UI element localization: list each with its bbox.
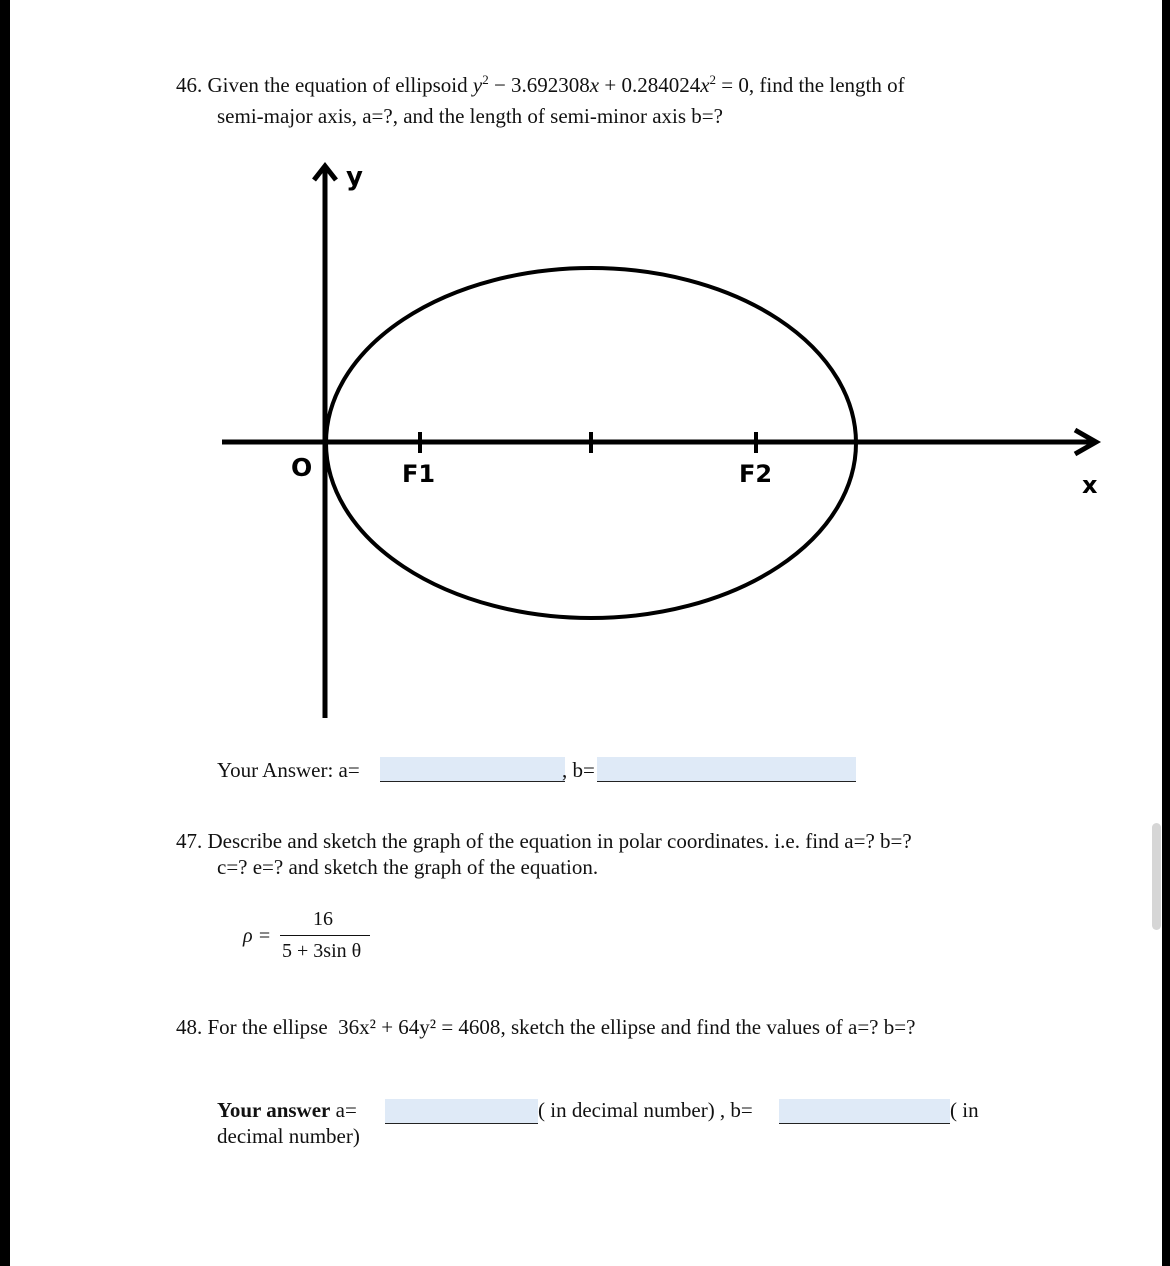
q48-answer-bold: Your answer <box>217 1098 331 1122</box>
q47-numerator: 16 <box>313 908 333 930</box>
q48-equation: 36x² + 64y² = 4608 <box>338 1015 501 1039</box>
y-axis-label: y <box>346 162 363 192</box>
q47-rho: ρ = <box>243 925 272 947</box>
q48-answer-a-label: a= <box>330 1098 357 1122</box>
q46-intro: Given the equation of ellipsoid <box>207 73 468 97</box>
q46-line2: semi-major axis, a=?, and the length of semi-minor axis b=? <box>217 104 723 128</box>
q47-denominator: 5 + 3sin θ <box>282 940 362 962</box>
q46-answer-a-field[interactable] <box>380 757 565 782</box>
q46-answer-b-label: , b= <box>562 758 595 782</box>
q48-intro: For the ellipse <box>207 1015 328 1039</box>
focus1-label: F1 <box>402 460 436 488</box>
q48-answer-b-field[interactable] <box>779 1099 950 1124</box>
q46-answer-label: Your Answer: a= <box>217 758 360 782</box>
x-axis-label: x <box>1082 471 1098 499</box>
q48-answer-end: ( in <box>950 1098 979 1122</box>
q48-tail: , sketch the ellipse and find the values of a=? b=? <box>500 1015 916 1039</box>
q46-equation: $y^2 - 3.692308x + 0.284024x^2 = 0$ <box>472 72 749 97</box>
q48-answer-a-field[interactable] <box>385 1099 538 1124</box>
origin-label: O <box>291 453 313 482</box>
q47-line1 <box>176 827 912 855</box>
focus2-label: F2 <box>739 460 773 488</box>
q47-fraction-bar <box>280 935 370 936</box>
q48-answer-line2: decimal number) <box>217 1124 360 1148</box>
q48-answer-line1 <box>217 1096 357 1124</box>
q47-line2: c=? e=? and sketch the graph of the equation. <box>217 855 599 879</box>
q48-number: 48. <box>176 1015 203 1039</box>
q47-number: 47. <box>176 829 203 853</box>
q47-text: Describe and sketch the graph of the equation in polar coordinates. i.e. find a=? b=? <box>207 829 912 853</box>
q46-number: 46. <box>176 73 203 97</box>
q46-tail: , find the length of <box>748 73 905 97</box>
q48-line1 <box>176 1013 915 1041</box>
scrollbar-thumb[interactable] <box>1152 823 1161 930</box>
q48-answer-mid: ( in decimal number) , b= <box>538 1098 753 1122</box>
q46-answer-b-field[interactable] <box>597 757 856 782</box>
